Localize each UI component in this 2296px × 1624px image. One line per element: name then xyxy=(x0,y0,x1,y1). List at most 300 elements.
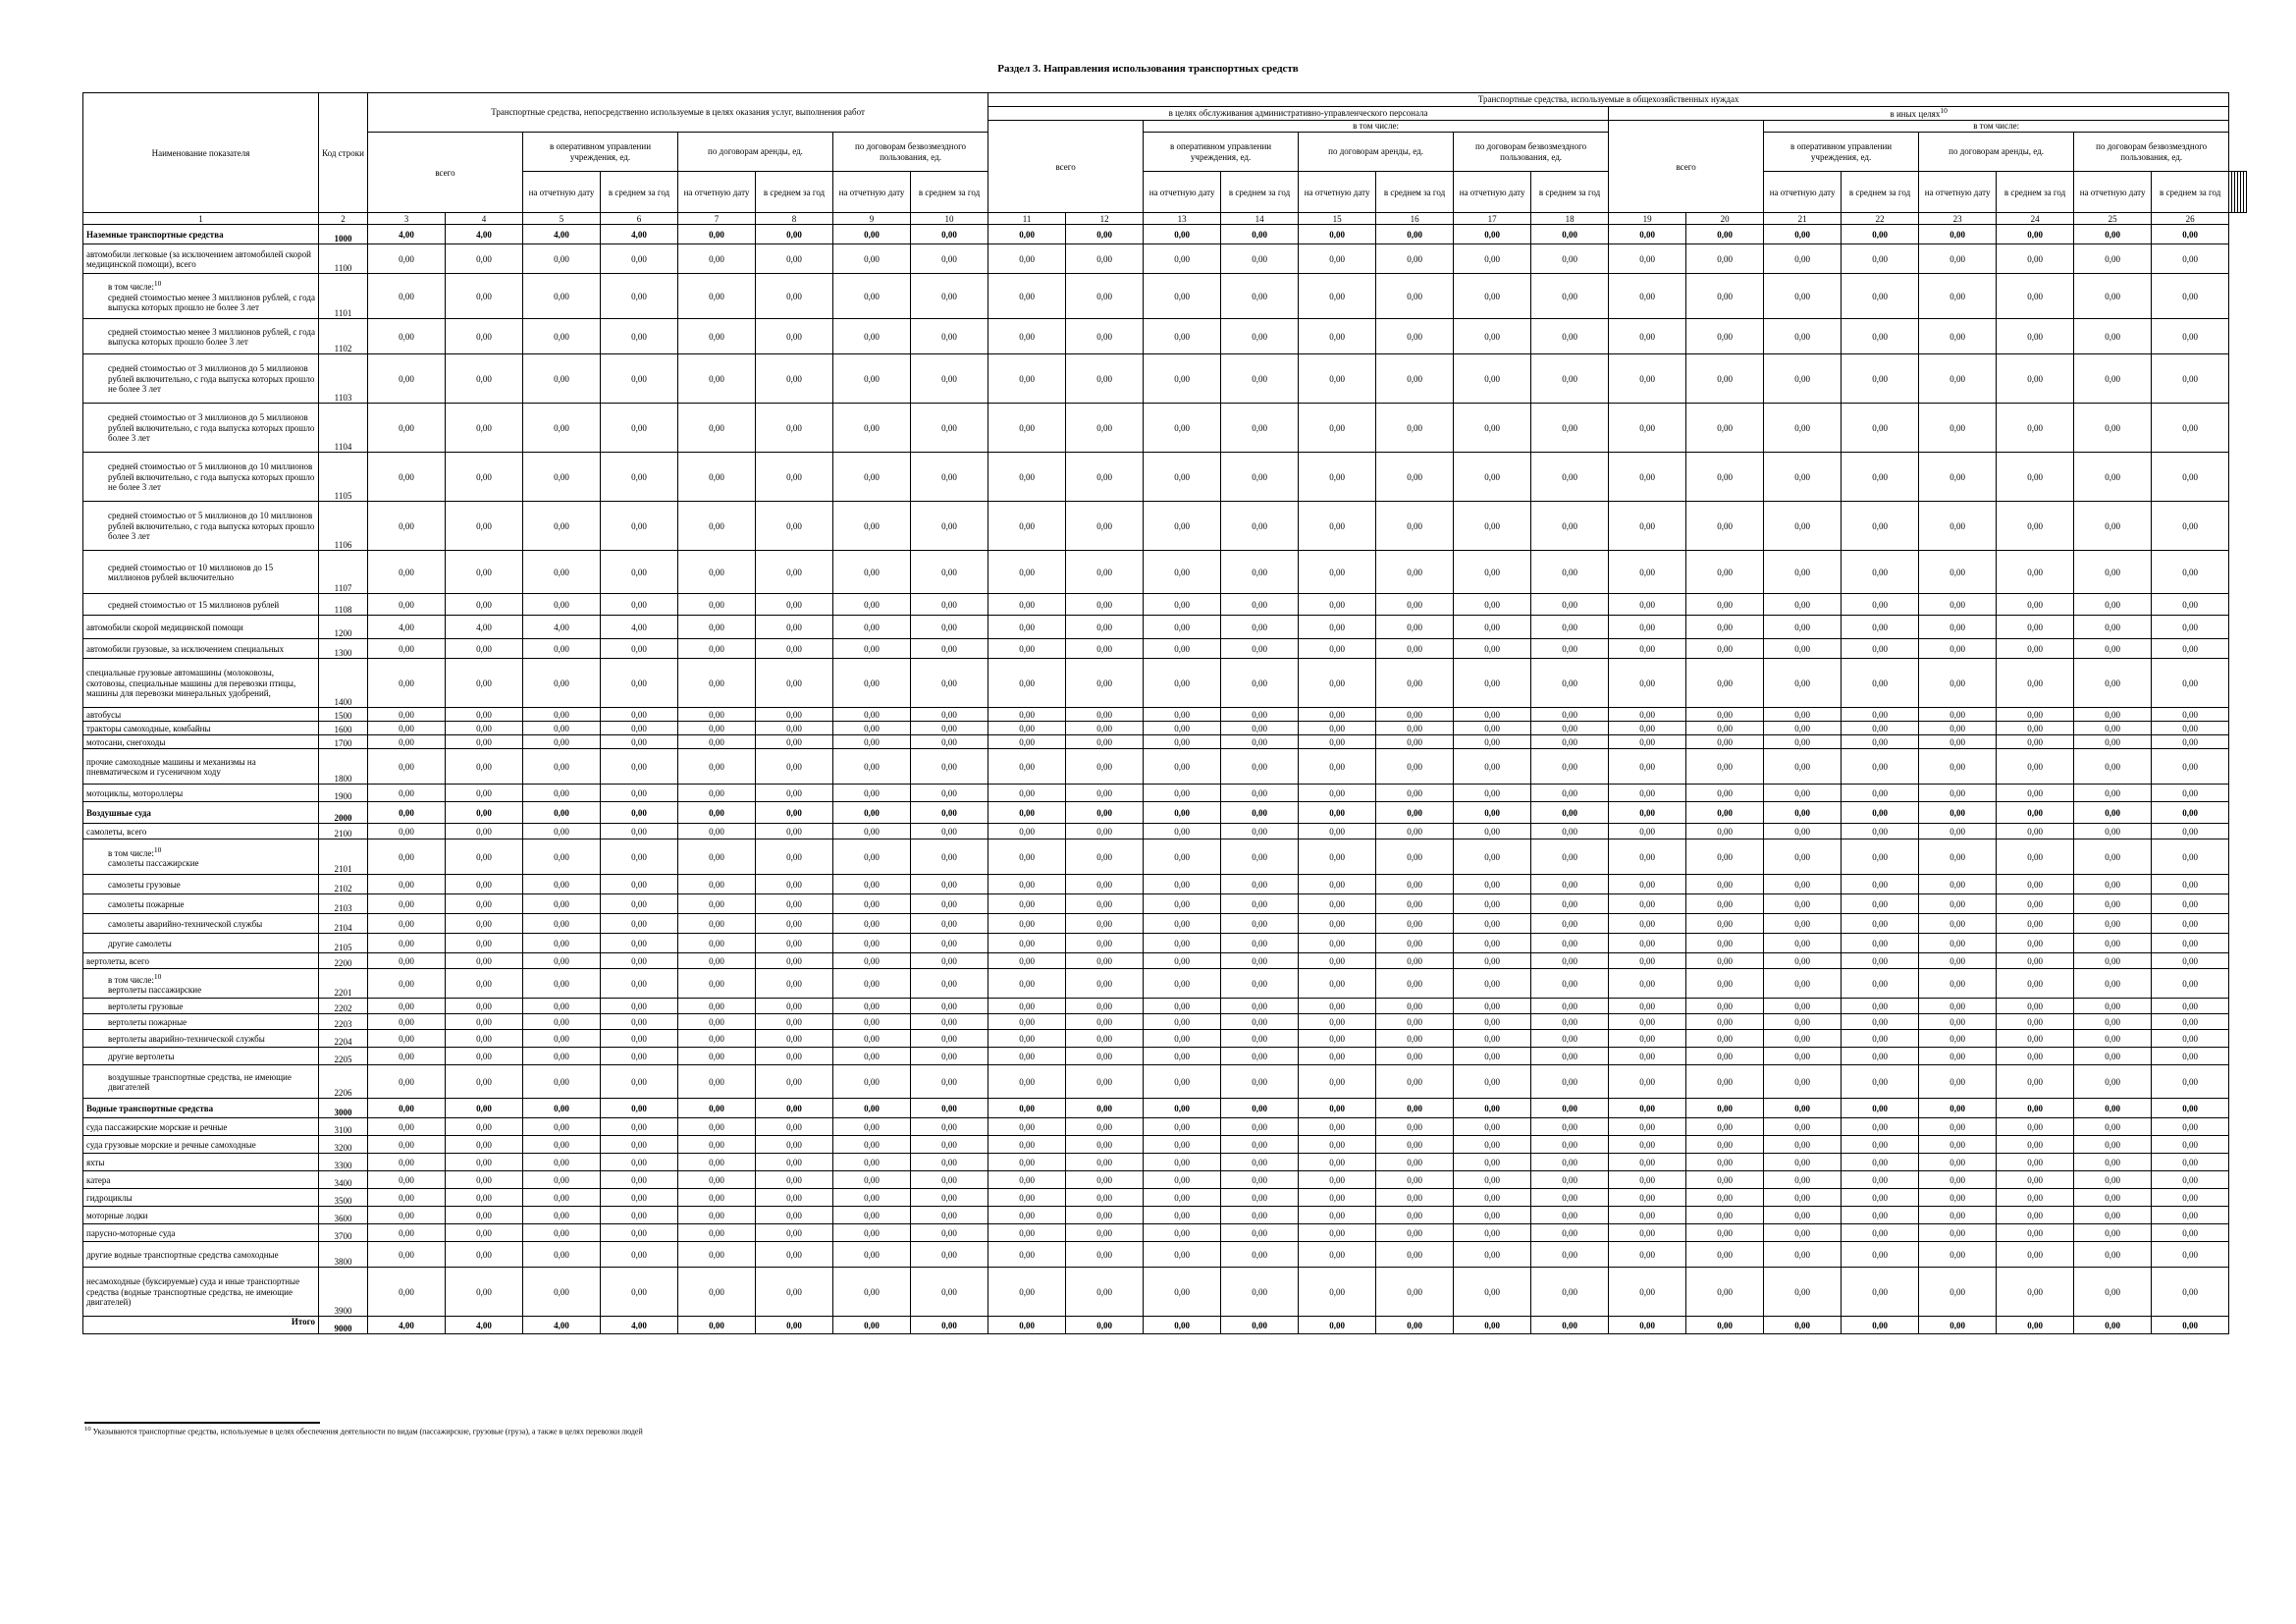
value-cell: 0,00 xyxy=(1609,735,1686,749)
value-cell: 0,00 xyxy=(1764,1154,1842,1171)
value-cell: 0,00 xyxy=(368,914,446,934)
value-cell: 0,00 xyxy=(1144,875,1221,894)
value-cell: 0,00 xyxy=(1066,875,1144,894)
value-cell: 0,00 xyxy=(368,1136,446,1154)
value-cell: 0,00 xyxy=(1531,953,1609,969)
row-code: 2206 xyxy=(319,1065,368,1099)
value-cell: 0,00 xyxy=(1221,749,1299,785)
value-cell: 0,00 xyxy=(1531,1099,1609,1118)
value-cell: 0,00 xyxy=(1299,639,1376,659)
value-cell: 0,00 xyxy=(523,839,601,875)
value-cell: 0,00 xyxy=(368,749,446,785)
value-cell: 0,00 xyxy=(1919,1189,1997,1207)
column-number: 10 xyxy=(911,213,988,225)
value-cell: 0,00 xyxy=(988,722,1066,735)
row-label: мотосани, снегоходы xyxy=(83,735,319,749)
value-cell: 0,00 xyxy=(1531,839,1609,875)
value-cell: 0,00 xyxy=(601,969,678,999)
value-cell: 0,00 xyxy=(1609,934,1686,953)
value-cell: 0,00 xyxy=(1997,1154,2074,1171)
table-row xyxy=(83,802,2247,824)
value-cell: 0,00 xyxy=(601,1099,678,1118)
value-cell: 0,00 xyxy=(1144,1065,1221,1099)
value-cell: 0,00 xyxy=(1299,319,1376,354)
table-row xyxy=(83,502,2247,551)
value-cell: 0,00 xyxy=(756,639,833,659)
value-cell: 0,00 xyxy=(988,453,1066,502)
value-cell: 0,00 xyxy=(446,824,523,839)
value-cell: 0,00 xyxy=(1531,225,1609,244)
value-cell: 0,00 xyxy=(988,616,1066,639)
value-cell: 0,00 xyxy=(1376,708,1454,722)
value-cell: 0,00 xyxy=(1144,1207,1221,1224)
value-cell: 0,00 xyxy=(1144,225,1221,244)
value-cell: 0,00 xyxy=(523,1065,601,1099)
value-cell: 0,00 xyxy=(678,722,756,735)
value-cell: 0,00 xyxy=(368,894,446,914)
row-code: 1107 xyxy=(319,551,368,594)
value-cell: 0,00 xyxy=(833,785,911,802)
value-cell: 0,00 xyxy=(1842,1065,1919,1099)
row-label: самолеты, всего xyxy=(83,824,319,839)
value-cell: 0,00 xyxy=(1376,453,1454,502)
value-cell: 0,00 xyxy=(2152,354,2229,404)
row-code: 3800 xyxy=(319,1242,368,1268)
value-cell: 0,00 xyxy=(1144,1268,1221,1317)
value-cell: 0,00 xyxy=(678,1014,756,1030)
value-cell: 0,00 xyxy=(1454,999,1531,1014)
value-cell: 0,00 xyxy=(1686,785,1764,802)
value-cell: 0,00 xyxy=(1221,639,1299,659)
value-cell: 0,00 xyxy=(1997,735,2074,749)
value-cell: 0,00 xyxy=(2074,802,2152,824)
value-cell: 0,00 xyxy=(1144,1224,1221,1242)
value-cell: 0,00 xyxy=(678,708,756,722)
value-cell: 0,00 xyxy=(601,639,678,659)
value-cell: 0,00 xyxy=(1299,594,1376,616)
header-op-mgmt: в оперативном управлении учреждения, ед. xyxy=(1144,133,1299,172)
value-cell: 0,00 xyxy=(1454,244,1531,274)
value-cell: 0,00 xyxy=(1919,914,1997,934)
value-cell: 0,00 xyxy=(988,875,1066,894)
value-cell: 0,00 xyxy=(1919,1154,1997,1171)
value-cell: 0,00 xyxy=(368,319,446,354)
value-cell: 0,00 xyxy=(1454,1171,1531,1189)
value-cell: 0,00 xyxy=(1144,274,1221,319)
value-cell: 0,00 xyxy=(1066,722,1144,735)
value-cell: 0,00 xyxy=(1299,274,1376,319)
row-code: 2102 xyxy=(319,875,368,894)
value-cell: 0,00 xyxy=(1299,225,1376,244)
value-cell: 0,00 xyxy=(988,319,1066,354)
value-cell: 0,00 xyxy=(446,735,523,749)
value-cell: 0,00 xyxy=(1919,244,1997,274)
value-cell: 0,00 xyxy=(1376,404,1454,453)
value-cell: 0,00 xyxy=(601,708,678,722)
value-cell: 0,00 xyxy=(1609,659,1686,708)
value-cell: 0,00 xyxy=(1221,1014,1299,1030)
value-cell: 0,00 xyxy=(368,824,446,839)
value-cell: 0,00 xyxy=(2074,1118,2152,1136)
value-cell: 0,00 xyxy=(1919,319,1997,354)
value-cell: 0,00 xyxy=(1609,1014,1686,1030)
value-cell: 0,00 xyxy=(368,1242,446,1268)
value-cell: 0,00 xyxy=(1299,551,1376,594)
header-free-use: по договорам безвозмездного пользования, ед. xyxy=(2074,133,2229,172)
value-cell: 0,00 xyxy=(523,502,601,551)
value-cell: 0,00 xyxy=(1531,1154,1609,1171)
value-cell: 0,00 xyxy=(1919,616,1997,639)
row-code: 1108 xyxy=(319,594,368,616)
column-number: 2 xyxy=(319,213,368,225)
value-cell: 0,00 xyxy=(1531,969,1609,999)
column-number: 20 xyxy=(1686,213,1764,225)
value-cell: 0,00 xyxy=(1764,875,1842,894)
value-cell: 0,00 xyxy=(2074,735,2152,749)
value-cell: 0,00 xyxy=(368,1014,446,1030)
row-label: Наземные транспортные средства xyxy=(83,225,319,244)
value-cell: 0,00 xyxy=(1376,1171,1454,1189)
value-cell: 0,00 xyxy=(678,1171,756,1189)
value-cell: 0,00 xyxy=(1531,1317,1609,1334)
value-cell: 0,00 xyxy=(446,953,523,969)
value-cell: 0,00 xyxy=(988,1014,1066,1030)
value-cell: 0,00 xyxy=(1609,274,1686,319)
row-code: 3000 xyxy=(319,1099,368,1118)
value-cell: 0,00 xyxy=(756,616,833,639)
value-cell: 0,00 xyxy=(678,1224,756,1242)
value-cell: 0,00 xyxy=(678,785,756,802)
value-cell: 4,00 xyxy=(523,616,601,639)
value-cell: 0,00 xyxy=(1842,594,1919,616)
value-cell: 0,00 xyxy=(1454,735,1531,749)
value-cell: 0,00 xyxy=(1997,639,2074,659)
value-cell: 0,00 xyxy=(601,1136,678,1154)
value-cell: 0,00 xyxy=(1299,1030,1376,1048)
value-cell: 0,00 xyxy=(1531,244,1609,274)
value-cell: 0,00 xyxy=(2152,839,2229,875)
value-cell: 0,00 xyxy=(1764,659,1842,708)
value-cell: 0,00 xyxy=(601,404,678,453)
header-lease: по договорам аренды, ед. xyxy=(678,133,833,172)
value-cell: 0,00 xyxy=(1609,1189,1686,1207)
value-cell: 0,00 xyxy=(1609,404,1686,453)
value-cell: 0,00 xyxy=(1764,1099,1842,1118)
value-cell: 0,00 xyxy=(1376,735,1454,749)
value-cell: 0,00 xyxy=(1454,1189,1531,1207)
value-cell: 0,00 xyxy=(2074,785,2152,802)
value-cell: 0,00 xyxy=(1454,1224,1531,1242)
row-code: 2205 xyxy=(319,1048,368,1065)
value-cell: 0,00 xyxy=(988,749,1066,785)
value-cell: 0,00 xyxy=(1609,616,1686,639)
value-cell: 0,00 xyxy=(2152,1118,2229,1136)
value-cell: 0,00 xyxy=(1997,659,2074,708)
value-cell: 0,00 xyxy=(601,1118,678,1136)
value-cell: 0,00 xyxy=(1686,1136,1764,1154)
value-cell: 0,00 xyxy=(1144,785,1221,802)
value-cell: 0,00 xyxy=(1376,1189,1454,1207)
table-row xyxy=(83,824,2247,839)
value-cell: 0,00 xyxy=(1454,502,1531,551)
value-cell: 0,00 xyxy=(2152,894,2229,914)
value-cell: 0,00 xyxy=(1842,1136,1919,1154)
value-cell: 0,00 xyxy=(1686,225,1764,244)
value-cell: 0,00 xyxy=(368,1207,446,1224)
value-cell: 0,00 xyxy=(833,1099,911,1118)
value-cell: 0,00 xyxy=(1609,1171,1686,1189)
value-cell: 0,00 xyxy=(678,969,756,999)
value-cell: 0,00 xyxy=(1997,1242,2074,1268)
value-cell: 0,00 xyxy=(368,1099,446,1118)
table-row xyxy=(83,1065,2247,1099)
value-cell: 0,00 xyxy=(1454,894,1531,914)
value-cell: 0,00 xyxy=(988,659,1066,708)
column-number: 18 xyxy=(1531,213,1609,225)
value-cell: 4,00 xyxy=(601,616,678,639)
header-total: всего xyxy=(1609,121,1764,213)
value-cell: 0,00 xyxy=(678,749,756,785)
value-cell: 0,00 xyxy=(678,839,756,875)
value-cell: 0,00 xyxy=(1842,722,1919,735)
value-cell: 0,00 xyxy=(2152,1099,2229,1118)
value-cell: 0,00 xyxy=(1609,802,1686,824)
value-cell: 0,00 xyxy=(523,551,601,594)
value-cell: 0,00 xyxy=(2152,914,2229,934)
value-cell: 0,00 xyxy=(2074,1048,2152,1065)
value-cell: 0,00 xyxy=(1997,824,2074,839)
value-cell: 0,00 xyxy=(1221,1136,1299,1154)
value-cell: 0,00 xyxy=(1376,1048,1454,1065)
value-cell: 0,00 xyxy=(1376,1030,1454,1048)
value-cell: 0,00 xyxy=(1842,274,1919,319)
value-cell: 0,00 xyxy=(1919,1207,1997,1224)
value-cell: 0,00 xyxy=(523,1099,601,1118)
value-cell: 0,00 xyxy=(1454,1317,1531,1334)
value-cell: 0,00 xyxy=(368,274,446,319)
value-cell: 0,00 xyxy=(2152,274,2229,319)
value-cell: 0,00 xyxy=(678,1065,756,1099)
value-cell: 0,00 xyxy=(1376,802,1454,824)
value-cell: 0,00 xyxy=(2152,824,2229,839)
row-code: 2104 xyxy=(319,914,368,934)
value-cell: 0,00 xyxy=(1376,1224,1454,1242)
value-cell: 0,00 xyxy=(1144,999,1221,1014)
value-cell: 0,00 xyxy=(1454,639,1531,659)
value-cell: 0,00 xyxy=(1764,319,1842,354)
value-cell: 0,00 xyxy=(1842,1099,1919,1118)
value-cell: 0,00 xyxy=(1764,274,1842,319)
value-cell: 0,00 xyxy=(1609,1065,1686,1099)
value-cell: 0,00 xyxy=(1221,1224,1299,1242)
row-label: средней стоимостью от 5 миллионов до 10 миллионов рублей включительно, с года выпуска которых прошло более 3 лет xyxy=(83,502,319,551)
value-cell: 0,00 xyxy=(988,1065,1066,1099)
value-cell: 0,00 xyxy=(833,894,911,914)
value-cell: 0,00 xyxy=(1686,1118,1764,1136)
value-cell: 0,00 xyxy=(833,1118,911,1136)
value-cell: 0,00 xyxy=(756,1065,833,1099)
value-cell: 4,00 xyxy=(601,225,678,244)
value-cell: 0,00 xyxy=(756,1242,833,1268)
value-cell: 0,00 xyxy=(1764,999,1842,1014)
value-cell: 0,00 xyxy=(833,1171,911,1189)
value-cell: 0,00 xyxy=(1531,319,1609,354)
value-cell: 0,00 xyxy=(1144,551,1221,594)
row-label: вертолеты грузовые xyxy=(83,999,319,1014)
value-cell: 0,00 xyxy=(2074,1189,2152,1207)
value-cell: 0,00 xyxy=(2152,244,2229,274)
value-cell: 0,00 xyxy=(1997,1171,2074,1189)
row-label: несамоходные (буксируемые) суда и иные транспортные средства (водные транспортные средства, не имеющие двигателей) xyxy=(83,1268,319,1317)
row-code: 1101 xyxy=(319,274,368,319)
value-cell: 0,00 xyxy=(601,594,678,616)
value-cell: 0,00 xyxy=(601,244,678,274)
row-code: 2200 xyxy=(319,953,368,969)
value-cell: 0,00 xyxy=(523,802,601,824)
value-cell: 0,00 xyxy=(1531,1207,1609,1224)
value-cell: 0,00 xyxy=(1842,639,1919,659)
value-cell: 0,00 xyxy=(1221,999,1299,1014)
value-cell: 0,00 xyxy=(2074,274,2152,319)
value-cell: 0,00 xyxy=(1764,1030,1842,1048)
value-cell: 0,00 xyxy=(1842,824,1919,839)
value-cell: 0,00 xyxy=(1299,969,1376,999)
header-on-date: на отчетную дату xyxy=(2074,172,2152,213)
value-cell: 0,00 xyxy=(368,1065,446,1099)
row-code: 3300 xyxy=(319,1154,368,1171)
header-avg-year xyxy=(2243,172,2246,213)
value-cell: 0,00 xyxy=(1842,319,1919,354)
value-cell: 0,00 xyxy=(833,354,911,404)
value-cell: 0,00 xyxy=(911,1154,988,1171)
row-label: парусно-моторные суда xyxy=(83,1224,319,1242)
value-cell: 4,00 xyxy=(601,1317,678,1334)
table-row xyxy=(83,1118,2247,1136)
value-cell: 0,00 xyxy=(1609,1048,1686,1065)
value-cell: 0,00 xyxy=(446,1207,523,1224)
value-cell: 0,00 xyxy=(988,708,1066,722)
value-cell: 0,00 xyxy=(1066,354,1144,404)
value-cell: 0,00 xyxy=(523,894,601,914)
value-cell: 0,00 xyxy=(833,594,911,616)
value-cell: 0,00 xyxy=(1454,1118,1531,1136)
value-cell: 0,00 xyxy=(1066,594,1144,616)
value-cell: 0,00 xyxy=(1454,1030,1531,1048)
table-row xyxy=(83,225,2247,244)
value-cell: 0,00 xyxy=(368,722,446,735)
value-cell: 0,00 xyxy=(1919,659,1997,708)
value-cell: 0,00 xyxy=(1842,659,1919,708)
value-cell: 0,00 xyxy=(1299,708,1376,722)
value-cell: 0,00 xyxy=(1144,639,1221,659)
value-cell: 0,00 xyxy=(1997,1136,2074,1154)
value-cell: 0,00 xyxy=(1144,708,1221,722)
value-cell: 0,00 xyxy=(678,1136,756,1154)
table-row xyxy=(83,1030,2247,1048)
value-cell: 0,00 xyxy=(1299,1136,1376,1154)
value-cell: 0,00 xyxy=(1919,594,1997,616)
value-cell: 0,00 xyxy=(1144,1171,1221,1189)
value-cell: 0,00 xyxy=(678,824,756,839)
row-label: другие вертолеты xyxy=(83,1048,319,1065)
value-cell: 0,00 xyxy=(1066,616,1144,639)
value-cell: 0,00 xyxy=(833,659,911,708)
value-cell: 0,00 xyxy=(1454,319,1531,354)
value-cell: 0,00 xyxy=(1376,785,1454,802)
value-cell: 0,00 xyxy=(1454,354,1531,404)
value-cell: 0,00 xyxy=(678,999,756,1014)
value-cell: 0,00 xyxy=(1066,999,1144,1014)
value-cell: 0,00 xyxy=(601,785,678,802)
row-code: 1100 xyxy=(319,244,368,274)
value-cell: 0,00 xyxy=(1842,1014,1919,1030)
value-cell: 0,00 xyxy=(1299,1189,1376,1207)
value-cell: 0,00 xyxy=(2074,594,2152,616)
value-cell: 0,00 xyxy=(1609,1207,1686,1224)
value-cell: 0,00 xyxy=(1066,914,1144,934)
value-cell: 0,00 xyxy=(1997,934,2074,953)
value-cell: 0,00 xyxy=(1919,404,1997,453)
header-avg-year: в среднем за год xyxy=(1997,172,2074,213)
value-cell: 0,00 xyxy=(601,319,678,354)
value-cell: 0,00 xyxy=(2074,1207,2152,1224)
value-cell: 0,00 xyxy=(1764,824,1842,839)
value-cell: 0,00 xyxy=(1376,1207,1454,1224)
value-cell: 0,00 xyxy=(833,722,911,735)
value-cell: 0,00 xyxy=(1686,1048,1764,1065)
value-cell: 0,00 xyxy=(1066,1317,1144,1334)
value-cell: 0,00 xyxy=(2074,616,2152,639)
value-cell: 0,00 xyxy=(1531,1171,1609,1189)
column-number: 22 xyxy=(1842,213,1919,225)
value-cell: 0,00 xyxy=(1764,594,1842,616)
value-cell: 0,00 xyxy=(368,639,446,659)
value-cell: 0,00 xyxy=(988,1154,1066,1171)
value-cell: 0,00 xyxy=(446,1065,523,1099)
value-cell: 0,00 xyxy=(1144,616,1221,639)
value-cell: 0,00 xyxy=(756,749,833,785)
value-cell: 0,00 xyxy=(1144,1014,1221,1030)
header-group-general: Транспортные средства, используемые в общехозяйственных нуждах xyxy=(988,93,2229,107)
value-cell: 0,00 xyxy=(1221,914,1299,934)
value-cell: 0,00 xyxy=(1842,785,1919,802)
value-cell: 0,00 xyxy=(1842,1207,1919,1224)
value-cell: 0,00 xyxy=(368,1189,446,1207)
value-cell: 0,00 xyxy=(1997,969,2074,999)
column-number: 15 xyxy=(1299,213,1376,225)
value-cell: 0,00 xyxy=(1221,1118,1299,1136)
value-cell: 0,00 xyxy=(1299,1118,1376,1136)
value-cell: 0,00 xyxy=(601,749,678,785)
value-cell: 0,00 xyxy=(2152,1317,2229,1334)
value-cell: 0,00 xyxy=(1764,1189,1842,1207)
row-label: катера xyxy=(83,1171,319,1189)
value-cell: 0,00 xyxy=(1454,1099,1531,1118)
value-cell: 0,00 xyxy=(833,735,911,749)
value-cell: 0,00 xyxy=(911,999,988,1014)
value-cell: 0,00 xyxy=(1066,1065,1144,1099)
value-cell: 0,00 xyxy=(1609,551,1686,594)
value-cell: 0,00 xyxy=(1842,354,1919,404)
value-cell: 0,00 xyxy=(523,1268,601,1317)
value-cell: 0,00 xyxy=(1299,875,1376,894)
value-cell: 0,00 xyxy=(1376,639,1454,659)
value-cell: 0,00 xyxy=(1919,1171,1997,1189)
row-label: автобусы xyxy=(83,708,319,722)
header-name: Наименование показателя xyxy=(83,93,319,213)
value-cell: 0,00 xyxy=(833,969,911,999)
value-cell: 0,00 xyxy=(601,551,678,594)
